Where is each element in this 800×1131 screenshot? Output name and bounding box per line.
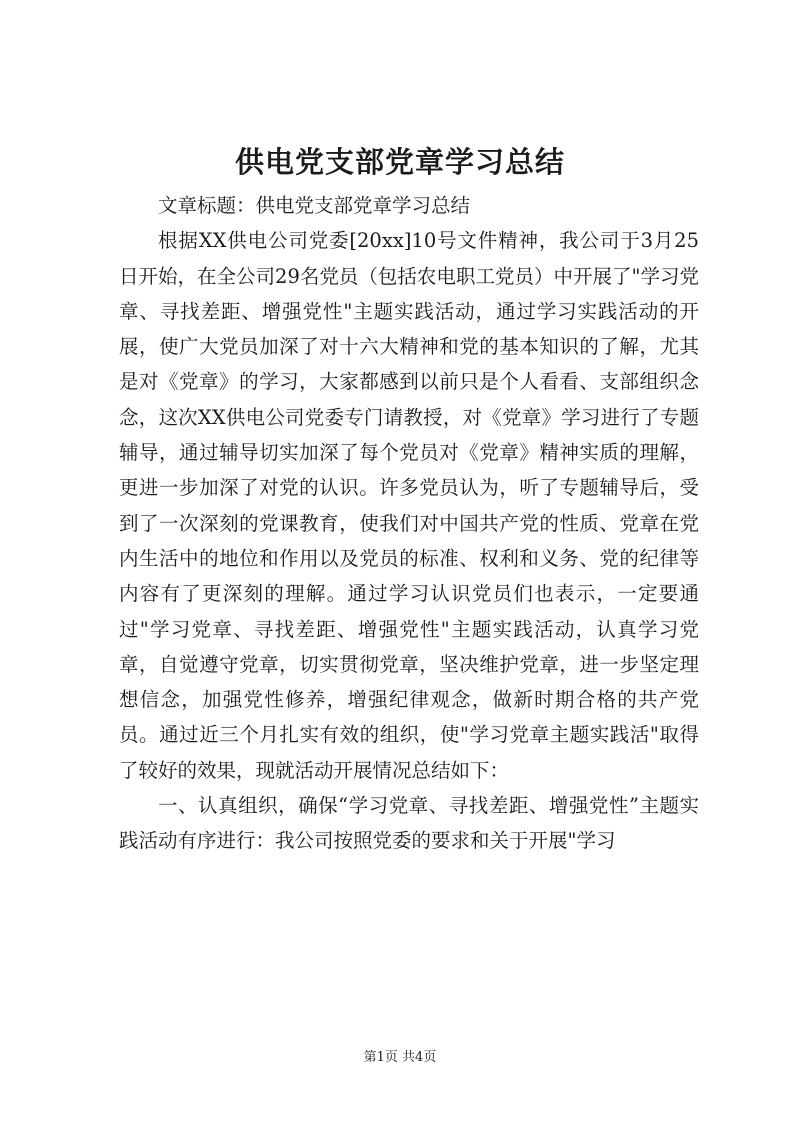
document-title: 供电党支部党章学习总结 xyxy=(234,145,565,179)
page-number-footer: 第1页 共4页 xyxy=(363,1050,437,1065)
paragraph-article-heading: 文章标题：供电党支部党章学习总结 xyxy=(158,194,471,217)
paragraph-intro: 根据XX供电公司党委[20xx]10号文件精神，我公司于3月25日开始，在全公司29名党员（包括农电职工党员）中开展了"学习党章、寻找差距、增强党性"主题实践活动，通过学习实践活动的开展，使广大党员加深了对十六大精神和党的基本知识的了解，尤其是对《党章》的学习，大家都感到以前只是个人看看、支部组织念念，这次XX供电公司党委专门请教授，对《党章》学习进行了专题辅导，通过辅导切实加深了每个党员对《党章》精神实质的理解，更进一步加深了对党的认识。许多党员认为，听了专题辅导后，受到了一次深刻的党课教育，使我们对中国共产党的性质、党章在党内生活中的地位和作用以及党员的标准、权利和义务、党的纪律等内容有了更深刻的理解。通过学习认识党员们也表示，一定要通过"学习党章、寻找差距、增强党性"主题实践活动，认真学习党章，自觉遵守党章，切实贯彻党章，坚决维护党章，进一步坚定理想信念，加强党性修养，增强纪律观念，做新时期合格的共产党员。通过近三个月扎实有效的组织，使"学习党章主题实践活"取得了较好的效果，现就活动开展情况总结如下： xyxy=(119,229,699,782)
paragraph-section-one: 一、认真组织，确保“学习党章、寻找差距、增强党性”主题实践活动有序进行：我公司按照党委的要求和关于开展"学习 xyxy=(119,794,699,853)
document-body xyxy=(119,188,699,859)
